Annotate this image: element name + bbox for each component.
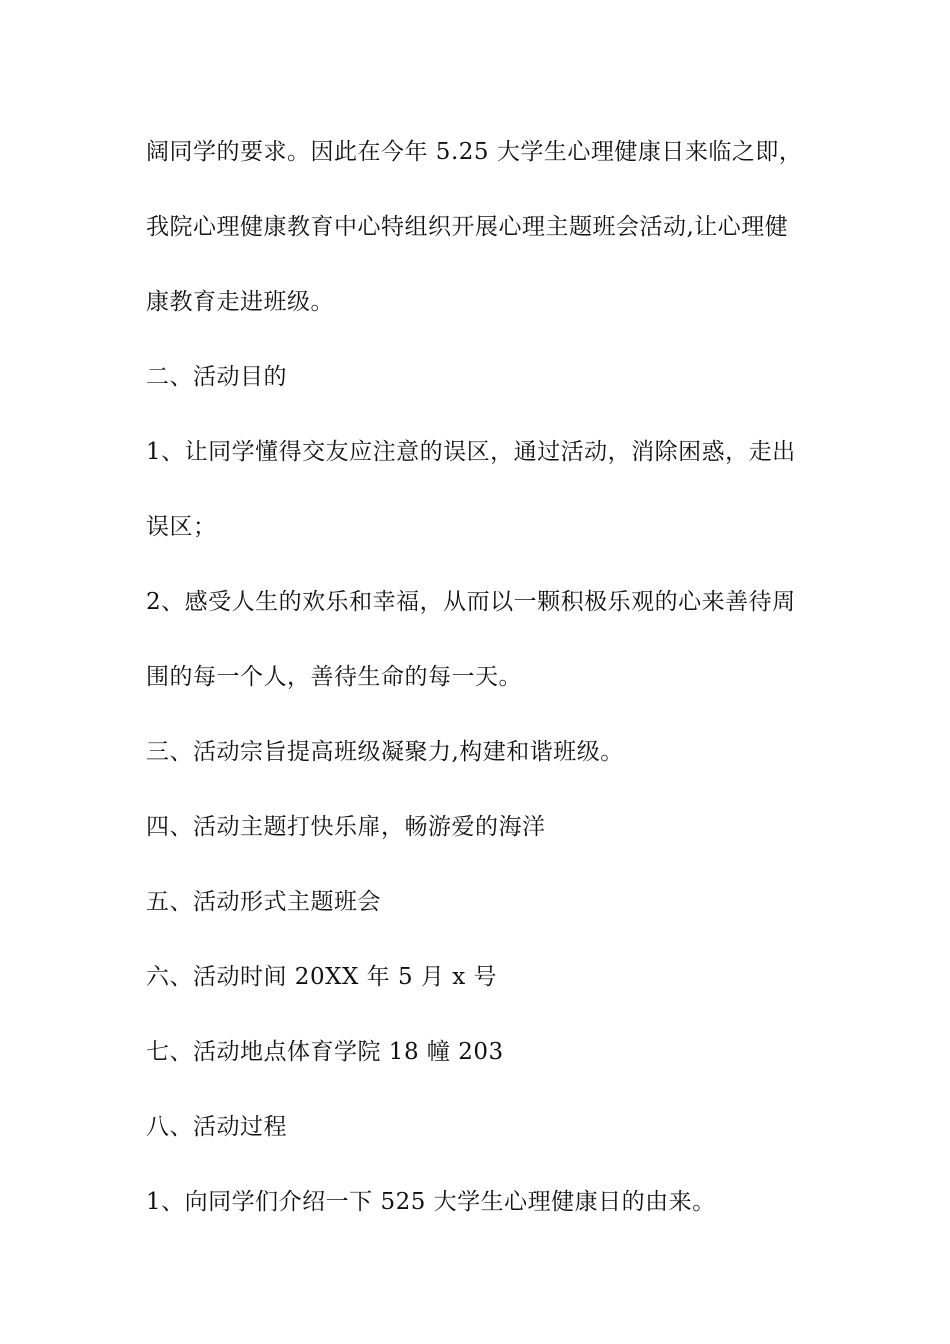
section-heading-aim: 三、活动宗旨提高班级凝聚力,构建和谐班级。 [146,739,624,765]
section-heading-process: 八、活动过程 [146,1114,287,1140]
list-item: 1、让同学懂得交友应注意的误区，通过活动，消除困惑，走出 [146,439,796,465]
paragraph-line: 阔同学的要求。因此在今年 5.25 大学生心理健康日来临之即， [146,139,803,165]
paragraph-line: 康教育走进班级。 [146,289,334,315]
paragraph-line: 我院心理健康教育中心特组织开展心理主题班会活动,让心理健 [146,214,789,240]
section-heading-time: 六、活动时间 20XX 年 5 月 x 号 [146,964,497,990]
document-body [146,131,816,1256]
list-item-continuation: 误区； [146,514,217,540]
section-heading-format: 五、活动形式主题班会 [146,889,381,915]
section-heading-theme: 四、活动主题打快乐扉，畅游爱的海洋 [146,814,546,840]
list-item: 1、向同学们介绍一下 525 大学生心理健康日的由来。 [146,1189,716,1215]
list-item: 2、感受人生的欢乐和幸福，从而以一颗积极乐观的心来善待周 [146,589,796,615]
section-heading-purpose: 二、活动目的 [146,364,287,390]
list-item-continuation: 围的每一个人，善待生命的每一天。 [146,664,522,690]
section-heading-location: 七、活动地点体育学院 18 幢 203 [146,1039,504,1065]
